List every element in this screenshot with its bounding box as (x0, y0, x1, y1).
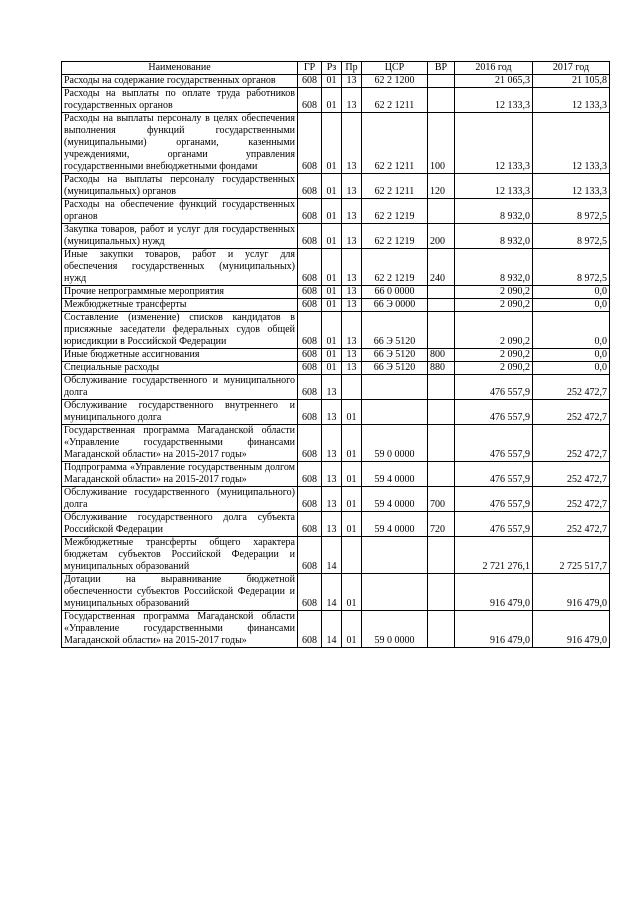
cell-2016: 916 479,0 (455, 574, 533, 611)
cell-gr: 608 (298, 462, 322, 487)
cell-name: Закупка товаров, работ и услуг для государственных (муниципальных) нужд (62, 224, 298, 249)
cell-pr: 01 (342, 512, 362, 537)
cell-name: Иные бюджетные ассигнования (62, 349, 298, 362)
cell-name: Государственная программа Магаданской области «Управление государственными финансами Магаданской области» на 2015-2017 годы» (62, 425, 298, 462)
cell-vr: 100 (428, 113, 455, 174)
table-row (62, 224, 610, 249)
cell-vr (428, 537, 455, 574)
cell-rz: 14 (322, 574, 342, 611)
cell-csr (362, 375, 428, 400)
cell-gr: 608 (298, 113, 322, 174)
cell-pr: 13 (342, 88, 362, 113)
cell-vr (428, 286, 455, 299)
cell-gr: 608 (298, 362, 322, 375)
cell-pr: 01 (342, 574, 362, 611)
table-row (62, 75, 610, 88)
cell-gr: 608 (298, 312, 322, 349)
header-csr: ЦСР (362, 62, 428, 75)
cell-name: Обслуживание государственного внутреннего и муниципального долга (62, 400, 298, 425)
cell-2016: 12 133,3 (455, 174, 533, 199)
cell-pr: 13 (342, 349, 362, 362)
cell-csr (362, 537, 428, 574)
cell-2017: 916 479,0 (533, 611, 610, 648)
cell-2016: 2 721 276,1 (455, 537, 533, 574)
cell-gr: 608 (298, 349, 322, 362)
table-row (62, 312, 610, 349)
cell-2017: 0,0 (533, 286, 610, 299)
cell-pr: 13 (342, 113, 362, 174)
cell-name: Прочие непрограммные мероприятия (62, 286, 298, 299)
cell-2016: 8 932,0 (455, 249, 533, 286)
cell-rz: 01 (322, 75, 342, 88)
cell-2016: 476 557,9 (455, 487, 533, 512)
cell-vr (428, 312, 455, 349)
cell-name: Расходы на выплаты персоналу государственных (муниципальных) органов (62, 174, 298, 199)
cell-2017: 916 479,0 (533, 574, 610, 611)
cell-2017: 0,0 (533, 312, 610, 349)
cell-rz: 13 (322, 425, 342, 462)
cell-gr: 608 (298, 249, 322, 286)
cell-gr: 608 (298, 224, 322, 249)
cell-name: Межбюджетные трансферты (62, 299, 298, 312)
cell-name: Специальные расходы (62, 362, 298, 375)
cell-rz: 13 (322, 512, 342, 537)
cell-pr: 01 (342, 487, 362, 512)
cell-2017: 8 972,5 (533, 224, 610, 249)
cell-rz: 14 (322, 611, 342, 648)
cell-rz: 14 (322, 537, 342, 574)
cell-2016: 2 090,2 (455, 299, 533, 312)
cell-rz: 01 (322, 312, 342, 349)
cell-pr (342, 375, 362, 400)
cell-pr: 13 (342, 249, 362, 286)
cell-vr: 720 (428, 512, 455, 537)
cell-pr: 01 (342, 400, 362, 425)
cell-name: Расходы на обеспечение функций государственных органов (62, 199, 298, 224)
cell-csr: 59 4 0000 (362, 487, 428, 512)
cell-name: Иные закупки товаров, работ и услуг для обеспечения государственных (муниципальных) нужд (62, 249, 298, 286)
cell-2016: 476 557,9 (455, 512, 533, 537)
cell-csr: 62 2 1211 (362, 174, 428, 199)
cell-csr: 62 2 1219 (362, 224, 428, 249)
cell-name: Расходы на выплаты персоналу в целях обеспечения выполнения функций государственными (муниципальными) органами, казенными учреждениями, органами управления государственными внебюджетными фондами (62, 113, 298, 174)
table-row (62, 462, 610, 487)
cell-pr: 01 (342, 462, 362, 487)
cell-2017: 252 472,7 (533, 487, 610, 512)
table-row (62, 362, 610, 375)
cell-name: Обслуживание государственного (муниципального) долга (62, 487, 298, 512)
cell-vr (428, 375, 455, 400)
cell-rz: 01 (322, 349, 342, 362)
cell-gr: 608 (298, 199, 322, 224)
table-row (62, 286, 610, 299)
table-row (62, 113, 610, 174)
header-2016: 2016 год (455, 62, 533, 75)
table-row (62, 199, 610, 224)
cell-2017: 0,0 (533, 349, 610, 362)
cell-rz: 01 (322, 362, 342, 375)
cell-pr: 01 (342, 611, 362, 648)
table-row (62, 375, 610, 400)
cell-vr (428, 299, 455, 312)
cell-2017: 12 133,3 (533, 174, 610, 199)
cell-csr: 66 Э 0000 (362, 299, 428, 312)
cell-vr: 240 (428, 249, 455, 286)
cell-pr: 13 (342, 199, 362, 224)
cell-pr: 13 (342, 174, 362, 199)
cell-gr: 608 (298, 537, 322, 574)
cell-2017: 0,0 (533, 299, 610, 312)
cell-gr: 608 (298, 611, 322, 648)
cell-pr: 13 (342, 286, 362, 299)
cell-name: Расходы на содержание государственных органов (62, 75, 298, 88)
cell-csr (362, 400, 428, 425)
cell-gr: 608 (298, 174, 322, 199)
table-row (62, 512, 610, 537)
cell-csr: 59 0 0000 (362, 611, 428, 648)
cell-pr: 13 (342, 312, 362, 349)
cell-rz: 01 (322, 88, 342, 113)
cell-2016: 476 557,9 (455, 425, 533, 462)
cell-csr: 62 2 1211 (362, 88, 428, 113)
cell-name: Обслуживание государственного долга субъекта Российской Федерации (62, 512, 298, 537)
header-name: Наименование (62, 62, 298, 75)
cell-csr (362, 574, 428, 611)
table-row (62, 425, 610, 462)
table-row (62, 88, 610, 113)
cell-rz: 01 (322, 224, 342, 249)
cell-2016: 2 090,2 (455, 349, 533, 362)
cell-2017: 252 472,7 (533, 400, 610, 425)
cell-2016: 8 932,0 (455, 224, 533, 249)
cell-rz: 13 (322, 375, 342, 400)
cell-csr: 66 Э 5120 (362, 349, 428, 362)
cell-2016: 2 090,2 (455, 362, 533, 375)
cell-rz: 13 (322, 487, 342, 512)
cell-name: Государственная программа Магаданской области «Управление государственными финансами Магаданской области» на 2015-2017 годы» (62, 611, 298, 648)
cell-rz: 01 (322, 174, 342, 199)
cell-vr (428, 462, 455, 487)
cell-csr: 59 0 0000 (362, 425, 428, 462)
cell-gr: 608 (298, 487, 322, 512)
cell-gr: 608 (298, 88, 322, 113)
cell-gr: 608 (298, 512, 322, 537)
cell-2016: 2 090,2 (455, 312, 533, 349)
header-vr: ВР (428, 62, 455, 75)
cell-2017: 252 472,7 (533, 512, 610, 537)
cell-csr: 59 4 0000 (362, 512, 428, 537)
cell-2016: 476 557,9 (455, 462, 533, 487)
cell-name: Обслуживание государственного и муниципального долга (62, 375, 298, 400)
header-gr: ГР (298, 62, 322, 75)
table-row (62, 349, 610, 362)
cell-vr (428, 425, 455, 462)
cell-rz: 13 (322, 400, 342, 425)
table-row (62, 574, 610, 611)
cell-2017: 8 972,5 (533, 199, 610, 224)
cell-2016: 476 557,9 (455, 400, 533, 425)
cell-2016: 8 932,0 (455, 199, 533, 224)
table-row (62, 537, 610, 574)
cell-gr: 608 (298, 400, 322, 425)
cell-pr (342, 537, 362, 574)
cell-2017: 0,0 (533, 362, 610, 375)
cell-rz: 01 (322, 286, 342, 299)
cell-2016: 12 133,3 (455, 113, 533, 174)
cell-csr: 62 2 1219 (362, 199, 428, 224)
cell-pr: 13 (342, 362, 362, 375)
cell-rz: 13 (322, 462, 342, 487)
table-header-row (62, 62, 610, 75)
cell-pr: 13 (342, 75, 362, 88)
cell-name: Расходы на выплаты по оплате труда работников государственных органов (62, 88, 298, 113)
cell-vr: 880 (428, 362, 455, 375)
cell-2017: 2 725 517,7 (533, 537, 610, 574)
cell-csr: 62 2 1200 (362, 75, 428, 88)
cell-name: Межбюджетные трансферты общего характера бюджетам субъектов Российской Федерации и муниципальных образований (62, 537, 298, 574)
cell-name: Составление (изменение) списков кандидатов в присяжные заседатели федеральных судов общей юрисдикции в Российской Федерации (62, 312, 298, 349)
table-row (62, 487, 610, 512)
table-row (62, 611, 610, 648)
budget-table (61, 61, 610, 648)
cell-rz: 01 (322, 299, 342, 312)
cell-csr: 66 Э 5120 (362, 312, 428, 349)
cell-vr (428, 88, 455, 113)
cell-csr: 62 2 1211 (362, 113, 428, 174)
cell-2016: 916 479,0 (455, 611, 533, 648)
cell-gr: 608 (298, 375, 322, 400)
header-rz: Рз (322, 62, 342, 75)
cell-vr (428, 574, 455, 611)
cell-2016: 12 133,3 (455, 88, 533, 113)
cell-vr (428, 611, 455, 648)
cell-vr (428, 199, 455, 224)
cell-2017: 21 105,8 (533, 75, 610, 88)
cell-2017: 252 472,7 (533, 375, 610, 400)
table-row (62, 174, 610, 199)
header-2017: 2017 год (533, 62, 610, 75)
table-row (62, 249, 610, 286)
cell-rz: 01 (322, 249, 342, 286)
cell-csr: 66 Э 5120 (362, 362, 428, 375)
cell-gr: 608 (298, 286, 322, 299)
table-row (62, 299, 610, 312)
cell-rz: 01 (322, 199, 342, 224)
cell-gr: 608 (298, 574, 322, 611)
cell-2017: 12 133,3 (533, 113, 610, 174)
cell-vr (428, 400, 455, 425)
cell-name: Подпрограмма «Управление государственным долгом Магаданской области» на 2015-2017 годы» (62, 462, 298, 487)
cell-vr: 200 (428, 224, 455, 249)
cell-2016: 21 065,3 (455, 75, 533, 88)
cell-pr: 13 (342, 299, 362, 312)
header-pr: Пр (342, 62, 362, 75)
cell-pr: 13 (342, 224, 362, 249)
cell-2016: 476 557,9 (455, 375, 533, 400)
cell-2017: 252 472,7 (533, 425, 610, 462)
cell-vr: 700 (428, 487, 455, 512)
cell-pr: 01 (342, 425, 362, 462)
cell-gr: 608 (298, 425, 322, 462)
cell-gr: 608 (298, 299, 322, 312)
cell-2017: 8 972,5 (533, 249, 610, 286)
table-row (62, 400, 610, 425)
cell-vr (428, 75, 455, 88)
cell-csr: 66 0 0000 (362, 286, 428, 299)
cell-2017: 12 133,3 (533, 88, 610, 113)
cell-gr: 608 (298, 75, 322, 88)
cell-2016: 2 090,2 (455, 286, 533, 299)
cell-csr: 62 2 1219 (362, 249, 428, 286)
cell-2017: 252 472,7 (533, 462, 610, 487)
cell-rz: 01 (322, 113, 342, 174)
cell-csr: 59 4 0000 (362, 462, 428, 487)
cell-vr: 800 (428, 349, 455, 362)
cell-vr: 120 (428, 174, 455, 199)
cell-name: Дотации на выравнивание бюджетной обеспеченности субъектов Российской Федерации и муниципальных образований (62, 574, 298, 611)
